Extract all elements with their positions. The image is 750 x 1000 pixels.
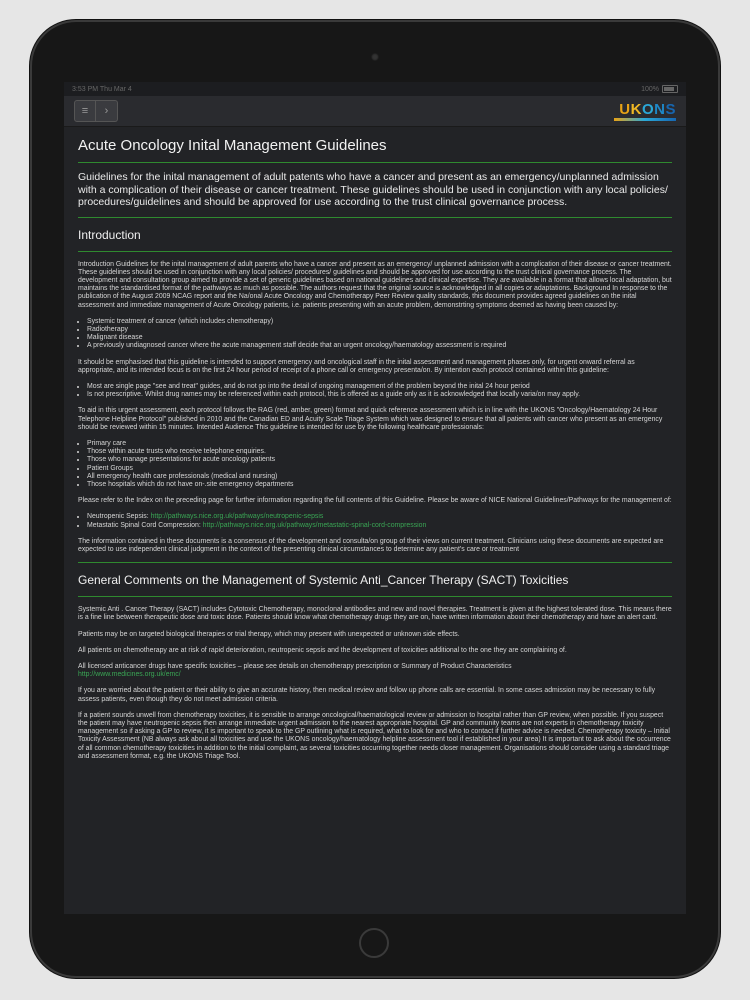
sact-paragraph: All patients on chemotherapy are at risk of rapid deterioration, neutropenic sepsis and the development of toxicities additional to the one they are complaining of. bbox=[78, 646, 567, 654]
divider bbox=[78, 217, 672, 218]
status-day: Thu Mar 4 bbox=[99, 85, 132, 93]
list-item: • Systemic treatment of cancer (which includes chemotherapy) bbox=[87, 318, 672, 326]
intro-paragraph: To aid in this urgent assessment, each protocol follows the RAG (red, amber, green) format and quick reference assessment which is in line with the UKONS "Oncology/Haematology 24 Hour Telephone Helpline Protocol" published in 2010 and the Canadian ED and Acuity Scale Triage System which was designed to ensure that all patients with cancer who present as an emergency should be reviewed within 15 minutes. Intended Audience This guideline is intended for use by the following healthcare professionals: bbox=[78, 407, 663, 431]
logo-wordmark: UKONS bbox=[619, 100, 676, 118]
intro-paragraph: Introduction Guidelines for the inital management of adult parents who have a cancer and present as an emergency/ unplanned admission with a complication of their disease or cancer treatment. These guidelines should be used in conjunction with any local policies/ procedures/ guidelines and should be approved for use according to the trust clinical governance process. The development and consultation group aimed to provide a set of generic guidelines based on national guidelines and clinical expertise. They are available in a format that allows local adaptation, but maintains the standardised format of the pathways as much as possible. The authors request that the original source is acknowledged in all copies or adaptations. Background In response to the publication of the August 2009 NCAG report and the Na/onal Acute Oncology and Chemotherapy Peer Review quality standards, this document provides agreed guidelines on the inital assessment and immediate management of Acute Oncology patients, i.e. patients presenting with an acute problem, demonstrting symptoms deemed as having been caused by: bbox=[78, 260, 672, 309]
menu-button[interactable] bbox=[74, 100, 96, 122]
introduction-heading: Introduction bbox=[78, 227, 141, 242]
chevron-right-icon: › bbox=[104, 105, 109, 117]
sact-paragraph: Systemic Anti . Cancer Therapy (SACT) includes Cytotoxic Chemotherapy, monoclonal antibodies and new and novel therapies. Treatment is given at the highest tolerated dose. This means there is a fine line between therapeutic dose and toxic dose. Patients should know what chemotherapy drugs they are on, have written information about their chemotherapy and have an alert card. bbox=[78, 606, 672, 622]
list-item: • Is not prescriptive. Whilst drug names may be referenced within each protocol, this is offered as a guide only as it is acknowledged that locally varia/on may apply. bbox=[87, 391, 672, 399]
link-label: Metastatic Spinal Cord Compression: bbox=[87, 521, 201, 529]
list-item: • Most are single page "see and treat" guides, and do not go into the detail of ongoing management of the problem beyond the inital 24 hour period bbox=[87, 383, 672, 391]
logo-underline bbox=[614, 118, 676, 121]
status-time-date bbox=[72, 86, 132, 93]
intro-paragraph: Please refer to the Index on the preceding page for further information regarding the full contents of this Guideline. Please be aware of NICE National Guidelines/Pathways for the management of: bbox=[78, 497, 672, 505]
app-screen bbox=[64, 82, 686, 914]
sact-paragraph-text: All licensed anticancer drugs have specific toxicities – please see details on chemotherapy prescription or Summary of Product Characteristics bbox=[78, 663, 512, 670]
list-item: • Patient Groups bbox=[87, 465, 672, 473]
lead-paragraph: Guidelines for the inital management of adult patents who have a cancer and present as an emergency/unplanned admission with a complication of their disease or cancer treatment. These guidelines should be used in conjunction with any local policies/ procedures/guidelines and should be approved for use according to the trust clinical governance process. bbox=[78, 171, 668, 208]
list-item bbox=[87, 513, 672, 521]
introduction-body bbox=[78, 261, 672, 555]
guideline-content bbox=[64, 137, 686, 761]
list-item bbox=[87, 522, 672, 530]
sact-paragraph: If a patient sounds unwell from chemotherapy toxicities, it is sensible to arrange oncological/haematological review or admission to hospital rather than GP review, when possible. If you suspect the patient may have neutropenic sepsis then arrange immediate urgent admission to the nearest appropriate hospital. GP and community teams are not experts in chemotherapy toxicity management so if asking a GP to review, it is important to speak to the GP outlining what is required, what to look for and who to contact if further advice is needed. Chemotherapy toxicity – Initial Toxicity Assessment (NB always ask about all toxicities and use the UKONS oncology/haematology helpline assessment tool if established in your area) It is important to ask about the occurrence of all common chemotherapy toxicities in addition to the initial complaint, as several toxicities occurring together needs closer management. Organisations should consider using a standard triage and assessment format, e.g. the UKONS Triage Tool. bbox=[78, 711, 671, 760]
audience-list bbox=[78, 440, 672, 489]
page-title: Acute Oncology Inital Management Guidelines bbox=[78, 137, 387, 154]
neutropenic-sepsis-link[interactable]: http://pathways.nice.org.uk/pathways/neutropenic-sepsis bbox=[150, 513, 324, 521]
forward-button[interactable] bbox=[96, 100, 118, 122]
tablet-frame bbox=[30, 20, 720, 978]
battery-percent: 100% bbox=[641, 85, 659, 93]
battery-icon bbox=[662, 85, 678, 93]
list-item: • Primary care bbox=[87, 440, 672, 448]
menu-icon: ≡ bbox=[81, 105, 89, 117]
sact-heading: General Comments on the Management of Systemic Anti_Cancer Therapy (SACT) Toxicities bbox=[78, 573, 569, 588]
sact-paragraph: If you are worried about the patient or their ability to give an accurate history, then medical review and follow up phone calls are essential. In some cases admission may be necessary to fully assess patients, even though they do not meet admission criteria. bbox=[78, 687, 656, 703]
sact-paragraph bbox=[78, 663, 672, 679]
mscc-link[interactable]: http://pathways.nice.org.uk/pathways/metastatic-spinal-cord-compression bbox=[202, 521, 427, 529]
link-label: Neutropenic Sepsis: bbox=[87, 513, 149, 521]
intro-paragraph: The information contained in these documents is a consensus of the development and consulta/on group of their views on current treatment. Clinicians using these documents are expected are expected to use independent clinical judgment in the context of the presenting clinical circumstances to determine any patient's care or treatment bbox=[78, 537, 664, 553]
status-bar bbox=[64, 82, 686, 96]
protocol-list bbox=[78, 383, 672, 399]
sact-paragraph: Patients may be on targeted biological therapies or trial therapy, which may present with unexpected or unknown side effects. bbox=[78, 630, 460, 638]
intro-paragraph: It should be emphasised that this guideline is intended to support emergency and oncological staff in the inital assessment and management phases only, for urgent onward referral as appropriate, and its intended focus is on the first 24 hour period of receipt of a phone call or emergency presenta/on. By intention each protocol contained within this guideline: bbox=[78, 358, 635, 374]
list-item: • Those hospitals which do not have on-.site emergency departments bbox=[87, 481, 672, 489]
app-toolbar bbox=[64, 96, 686, 127]
list-item: • All emergency health care professionals (medical and nursing) bbox=[87, 473, 672, 481]
list-item: • A previously undiagnosed cancer where the acute management staff decide that an urgent oncology/haematology assessment is required bbox=[87, 342, 672, 350]
nice-links-list bbox=[78, 513, 672, 529]
list-item: • Radiotherapy bbox=[87, 326, 672, 334]
camera-dot bbox=[371, 53, 379, 61]
divider bbox=[78, 162, 672, 163]
cause-list bbox=[78, 318, 672, 351]
status-time: 3:53 PM bbox=[72, 85, 99, 93]
ukons-logo bbox=[614, 102, 676, 121]
list-item: • Malignant disease bbox=[87, 334, 672, 342]
home-button[interactable] bbox=[359, 928, 389, 958]
divider bbox=[78, 251, 672, 252]
nav-button-group bbox=[74, 100, 118, 122]
list-item: • Those within acute trusts who receive telephone enquiries. bbox=[87, 448, 672, 456]
divider bbox=[78, 596, 672, 597]
emc-link[interactable]: http://www.medicines.org.uk/emc/ bbox=[78, 671, 181, 679]
status-right bbox=[641, 85, 678, 93]
list-item: • Those who manage presentations for acute oncology patients bbox=[87, 456, 672, 464]
sact-body bbox=[78, 606, 672, 761]
divider bbox=[78, 562, 672, 563]
